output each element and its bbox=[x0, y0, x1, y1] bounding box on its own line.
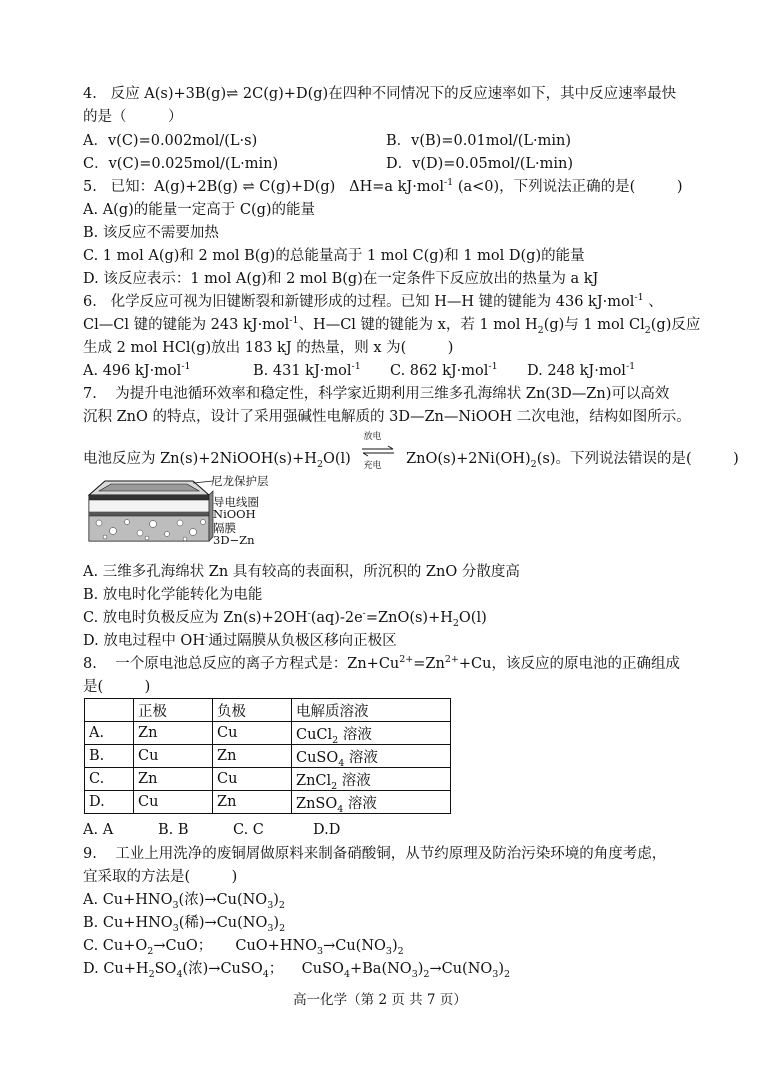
q7-reaction-line: 电池反应为 $Zn(s)+2NiOOH(s)+H_2O(l)$ 放电 充电 $ZnO(s)+2Ni(OH)_2(s)$。下列说法错误的是( ) bbox=[83, 449, 739, 469]
table-cell: ZnSO$_4$ 溶液 bbox=[292, 791, 451, 814]
table-row bbox=[85, 768, 451, 791]
q6-stem-line2: Cl—Cl 键的键能为 243 kJ·mol$^{-1}$、H—Cl 键的键能为 x，若 1 mol $H_2(g)$与 1 mol $Cl_2(g)$反应 bbox=[83, 315, 701, 336]
table-cell: CuCl$_2$ 溶液 bbox=[292, 722, 451, 745]
table-cell: ZnCl$_2$ 溶液 bbox=[292, 768, 451, 791]
table-cell: Cu bbox=[134, 745, 213, 768]
table-cell: CuSO$_4$ 溶液 bbox=[292, 745, 451, 768]
table-cell: Zn bbox=[213, 745, 292, 768]
q7-stem-line2: 沉积 ZnO 的特点，设计了采用强碱性电解质的 3D—Zn—NiOOH 二次电池，结构如图所示。 bbox=[83, 409, 691, 425]
q8-option-a: A. A bbox=[83, 822, 114, 838]
q9-option-a: A. $Cu+HNO_3$(浓)$\to Cu(NO_3)_2$ bbox=[83, 892, 285, 911]
q7-option-d: D. 放电过程中 OH-通过隔膜从负极区移向正极区 bbox=[83, 631, 397, 649]
q6-option-b: B. 431 kJ·mol$^{-1}$ bbox=[253, 361, 361, 379]
diagram-label-coil: 导电线圈 bbox=[213, 495, 259, 509]
q9-option-d: D. $Cu+H_2SO_4$(浓)→CuSO$_4$； $CuSO_4+Ba(NO_3)_2\to Cu(NO_3)_2$ bbox=[83, 961, 511, 980]
diagram-label-nylon: 尼龙保护层 bbox=[211, 474, 269, 488]
q4-option-b: B．v(B)=0.01mol/(L·min) bbox=[386, 133, 572, 149]
q8-stem-line2: 是( ) bbox=[83, 679, 151, 695]
q6-option-a: A. 496 kJ·mol$^{-1}$ bbox=[83, 361, 191, 379]
diagram-label-3dzn: 3D−Zn bbox=[213, 533, 255, 547]
q5-option-b: B. 该反应不需要加热 bbox=[83, 225, 219, 241]
q8-option-c: C. C bbox=[233, 822, 264, 838]
q6-stem-line1: 6. 化学反应可视为旧键断裂和新键形成的过程。已知 H—H 键的键能为 436 kJ·mol$^{-1}$ 、 bbox=[83, 292, 663, 310]
table-cell: D. bbox=[85, 791, 134, 814]
diagram-label-niooh: NiOOH bbox=[213, 507, 256, 521]
q9-stem-line1: 9. 工业上用洗净的废铜屑做原料来制备硝酸铜，从节约原理及防治污染环境的角度考虑， bbox=[83, 846, 667, 862]
table-header-cell: 负极 bbox=[213, 699, 292, 722]
table-cell: Cu bbox=[213, 722, 292, 745]
reversible-arrow-icon bbox=[361, 432, 395, 471]
q4-option-d: D．v(D)=0.05mol/(L·min) bbox=[386, 156, 573, 172]
q6-stem-line3: 生成 2 mol HCl(g)放出 183 kJ 的热量，则 x 为( ) bbox=[83, 340, 454, 356]
q7-stem-line1: 7. 为提升电池循环效率和稳定性，科学家近期利用三维多孔海绵状 Zn(3D—Zn)可以高效 bbox=[83, 386, 670, 402]
table-header-cell: 电解质溶液 bbox=[292, 699, 451, 722]
table-header-row bbox=[85, 699, 451, 722]
table-cell: Zn bbox=[213, 791, 292, 814]
q6-option-c: C. 862 kJ·mol$^{-1}$ bbox=[390, 361, 498, 379]
q8-stem-line1: 8. 一个原电池总反应的离子方程式是：$Zn+Cu^{2+}=Zn^{2+}+Cu$，该反应的原电池的正确组成 bbox=[83, 654, 680, 672]
q9-option-b: B. $Cu+HNO_3$(稀)$\to Cu(NO_3)_2$ bbox=[83, 915, 286, 934]
table-row bbox=[85, 722, 451, 745]
battery-structure-illustration bbox=[85, 473, 215, 545]
table-cell: Cu bbox=[213, 768, 292, 791]
table-cell: Zn bbox=[134, 722, 213, 745]
table-cell: A. bbox=[85, 722, 134, 745]
table-cell: B. bbox=[85, 745, 134, 768]
table-cell: Cu bbox=[134, 791, 213, 814]
table-header-cell: 正极 bbox=[134, 699, 213, 722]
q8-option-b: B. B bbox=[158, 822, 189, 838]
q8-answer-table bbox=[84, 698, 451, 814]
q6-option-d: D. 248 kJ·mol$^{-1}$ bbox=[527, 361, 636, 379]
q4-option-c: C．v(C)=0.025mol/(L·min) bbox=[83, 156, 279, 172]
arrow-label-discharge: 放电 bbox=[363, 432, 382, 442]
q7-option-b: B. 放电时化学能转化为电能 bbox=[83, 587, 263, 603]
q9-option-c: C. $Cu+O_2\to CuO$； $CuO+HNO_3\to Cu(NO_3)_2$ bbox=[83, 938, 404, 957]
table-header-cell bbox=[85, 699, 134, 722]
q4-option-a: A．v(C)=0.002mol/(L·s) bbox=[83, 133, 258, 149]
q5-option-d: D. 该反应表示：1 mol A(g)和 2 mol B(g)在一定条件下反应放出的热量为 a kJ bbox=[83, 271, 599, 287]
q7-option-c: C. 放电时负极反应为 $Zn(s)+2OH^-(aq)-2e^-=ZnO(s)+H_2O(l)$ bbox=[83, 608, 487, 629]
table-row bbox=[85, 745, 451, 768]
table-row bbox=[85, 791, 451, 814]
q9-stem-line2: 宜采取的方法是( ) bbox=[83, 869, 238, 885]
table-cell: Zn bbox=[134, 768, 213, 791]
q5-option-c: C. 1 mol A(g)和 2 mol B(g)的总能量高于 1 mol C(g)和 1 mol D(g)的能量 bbox=[83, 248, 585, 264]
battery-diagram bbox=[85, 473, 269, 549]
q8-option-d: D.D bbox=[313, 822, 341, 838]
table-cell: C. bbox=[85, 768, 134, 791]
q5-option-a: A. A(g)的能量一定高于 C(g)的能量 bbox=[83, 202, 316, 218]
q4-stem-line2: 的是（ ） bbox=[83, 109, 183, 125]
q5-stem: 5. 已知：A(g)+2B(g) ⇌ C(g)+D(g) ΔH=a kJ·mol$^{-1}$ (a<0)，下列说法正确的是( ) bbox=[83, 177, 683, 195]
page-footer: 高一化学（第 2 页 共 7 页） bbox=[293, 992, 467, 1008]
q7-option-a: A. 三维多孔海绵状 Zn 具有较高的表面积，所沉积的 ZnO 分散度高 bbox=[83, 564, 520, 580]
q4-stem-line1: 4. 反应 A(s)+3B(g)⇌ 2C(g)+D(g)在四种不同情况下的反应速率如下，其中反应速率最快 bbox=[83, 86, 677, 102]
diagram-label-separator: 隔膜 bbox=[213, 521, 236, 535]
arrow-label-charge: 充电 bbox=[363, 461, 382, 471]
